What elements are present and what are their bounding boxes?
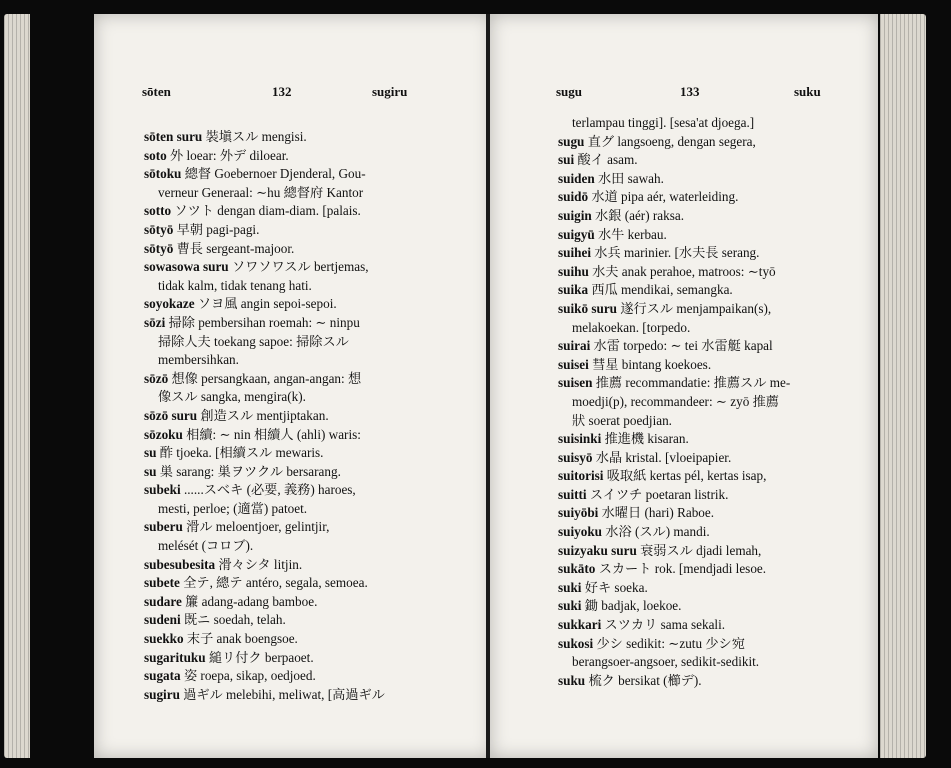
dictionary-entry-line [144,463,478,482]
dictionary-entry-line [144,351,478,370]
dictionary-entry-line [558,560,864,579]
entry-headword: suihu [558,263,589,279]
entry-definition: 掃除 pembersihan roemah: ∼ ninpu [165,314,360,330]
entry-headword: sudeni [144,612,181,628]
entry-definition: 全テ, 總テ antéro, segala, semoea. [179,575,368,591]
entry-definition: 西瓜 mendikai, semangka. [588,282,733,298]
dictionary-entry-line [558,300,864,319]
entry-definition: membersihkan. [158,352,239,368]
entry-headword: sōtyō [144,221,174,237]
dictionary-entry-line [144,500,478,519]
dictionary-entry-line [144,314,478,333]
entry-headword: su [144,445,157,461]
entry-definition: 滑々シタ litjin. [215,556,303,572]
dictionary-entry-line [558,412,864,431]
dictionary-entry-line [558,170,864,189]
entry-headword: suberu [144,519,183,535]
entry-headword: suikō suru [558,300,618,316]
entry-headword: sukosi [558,635,594,651]
dictionary-entry-line [558,486,864,505]
dictionary-entry-line [558,207,864,226]
entry-definition: 吸取紙 kertas pél, kertas isap, [603,468,767,484]
right-header-guide-word: sugu [556,84,583,99]
dictionary-entry-line [558,504,864,523]
entry-definition: 簾 adang-adang bamboe. [181,593,318,609]
entry-definition: 過ギル melebihi, meliwat, [高過ギル [179,686,385,702]
entry-definition: スツカリ sama sekali. [601,617,726,633]
entry-headword: sukāto [558,561,596,577]
entry-headword: suki [558,579,582,595]
entry-headword: suirai [558,338,591,354]
entry-headword: suidō [558,189,589,205]
entry-headword: suihei [558,245,591,261]
entry-definition: 水夫 anak perahoe, matroos: ∼tyō [588,263,776,279]
entry-headword: sugarituku [144,649,206,665]
entry-headword: suekko [144,631,184,647]
dictionary-entry-line [558,597,864,616]
dictionary-entry-line [144,574,478,593]
entry-definition: 像スル sangka, mengira(k). [158,389,306,405]
dictionary-entry-line [144,277,478,296]
entry-definition: 少シ sedikit: ∼zutu 少シ宛 [593,635,745,651]
dictionary-entry-line [558,356,864,375]
dictionary-entry-line [144,611,478,630]
dictionary-entry-line [558,542,864,561]
left-header-guide-word-end: sugiru [372,84,408,99]
right-page-number: 133 [680,84,700,99]
entry-headword: suisen [558,375,593,391]
entry-definition: 水晶 kristal. [vloeipapier. [592,449,732,465]
entry-headword: sugata [144,668,181,684]
entry-headword: sugu [558,133,585,149]
entry-headword: suisinki [558,431,602,447]
left-page-header [94,84,492,106]
entry-headword: suizyaku suru [558,542,637,558]
entry-definition: 水兵 marinier. [水夫長 serang. [590,245,760,261]
entry-definition: 梳ク bersikat (櫛デ). [585,672,702,688]
entry-headword: suitorisi [558,468,604,484]
dictionary-entry-line [144,518,478,537]
left-page-number: 132 [272,84,292,99]
entry-headword: suigyū [558,226,595,242]
left-header-guide-word: sōten [142,84,171,99]
entry-definition: 推薦 recommandatie: 推薦スル me- [592,375,791,391]
entry-definition: 衰弱スル djadi lemah, [636,542,762,558]
dictionary-entry-line [144,184,478,203]
entry-definition: 早朝 pagi-pagi. [173,221,260,237]
entry-definition: 遂行スル menjampaikan(s), [617,300,772,316]
entry-headword: suiyōbi [558,505,599,521]
dictionary-entry-line [144,128,478,147]
dictionary-entry-line [558,393,864,412]
entry-definition: 巣 sarang: 巣ヲツクル bersarang. [156,463,341,479]
right-entries [558,114,864,690]
entry-definition: 酢 tjoeka. [相續スル mewaris. [156,445,324,461]
entry-headword: sotto [144,203,172,219]
dictionary-entry-line [558,188,864,207]
book-edge-right [880,14,926,758]
dictionary-entry-line [144,202,478,221]
dictionary-entry-line [558,523,864,542]
dictionary-entry-line [558,616,864,635]
dictionary-entry-line [558,635,864,654]
entry-headword: sōten suru [144,129,203,144]
dictionary-entry-line [144,407,478,426]
entry-definition: 姿 roepa, sikap, oedjoed. [180,668,316,684]
entry-headword: suiden [558,170,595,186]
entry-definition: 水道 pipa aér, waterleiding. [588,189,739,205]
entry-definition: moedji(p), recommandeer: ∼ zyō 推薦 [572,393,779,409]
entry-definition: 外 loear: 外デ diloear. [166,147,289,163]
entry-definition: 縋リ付ク berpaoet. [205,649,314,665]
entry-definition: 裝塡スル mengisi. [202,129,307,144]
entry-definition: ソツト dengan diam-diam. [palais. [171,203,361,219]
entry-definition: mesti, perloe; (適當) patoet. [158,500,308,516]
entry-headword: sōtoku [144,166,182,182]
entry-headword: suisyō [558,449,593,465]
dictionary-entry-line [558,114,864,133]
dictionary-entry-line [558,337,864,356]
entry-headword: sōtyō [144,240,174,256]
dictionary-entry-line [144,444,478,463]
entry-definition: berangsoer-angsoer, sedikit-sedikit. [572,654,760,670]
dictionary-entry-line [144,686,478,705]
dictionary-entry-line [558,579,864,598]
dictionary-entry-line [144,388,478,407]
dictionary-entry-line [144,426,478,445]
dictionary-entry-line [144,649,478,668]
entry-definition: 既ニ soedah, telah. [180,612,286,628]
entry-headword: suiyoku [558,524,602,540]
dictionary-entry-line [144,630,478,649]
entry-definition: スカート rok. [mendjadi lesoe. [595,561,767,577]
dictionary-entry-line [144,481,478,500]
entry-definition: 酸イ asam. [574,152,638,168]
entry-definition: 末子 anak boengsoe. [183,631,298,647]
entry-definition: melését (コロブ). [158,538,254,554]
entry-definition: 曹長 sergeant-majoor. [173,240,295,256]
entry-definition: 相續: ∼ nin 相續人 (ahli) waris: [182,426,361,442]
entry-headword: subesubesita [144,556,216,572]
dictionary-entry-line [144,240,478,259]
entry-headword: suku [558,672,586,688]
dictionary-entry-line [558,281,864,300]
entry-definition: 水浴 (スル) mandi. [602,524,710,540]
entry-definition: terlampau tinggi]. [sesa'at djoega.] [572,115,755,130]
dictionary-entry-line [558,151,864,170]
entry-headword: sudare [144,593,182,609]
entry-definition: 鋤 badjak, loekoe. [581,598,682,614]
entry-headword: sugiru [144,686,180,702]
dictionary-entry-line [144,593,478,612]
entry-definition: 水銀 (aér) raksa. [591,207,685,223]
entry-headword: soto [144,147,167,163]
entry-definition: 創造スル mentjiptakan. [197,407,329,423]
entry-definition: ソヨ風 angin sepoi-sepoi. [194,296,337,312]
entry-headword: suitti [558,486,587,502]
dictionary-entry-line [144,221,478,240]
dictionary-entry-line [558,449,864,468]
entry-headword: soyokaze [144,296,195,312]
entry-definition: 滑ル meloentjoer, gelintjir, [182,519,330,535]
entry-headword: subete [144,575,180,591]
entry-headword: su [144,463,157,479]
right-page-header [490,84,878,106]
entry-definition: 總督 Goebernoer Djenderal, Gou- [181,166,366,182]
entry-headword: sowasowa suru [144,259,229,275]
entry-headword: suisei [558,356,589,372]
dictionary-entry-line [558,467,864,486]
entry-headword: suika [558,282,589,298]
entry-headword: sōzoku [144,426,183,442]
entry-definition: 彗星 bintang koekoes. [588,356,712,372]
book-edge-left [4,14,30,758]
right-page [490,14,878,758]
entry-definition: melakoekan. [torpedo. [572,319,691,335]
entry-headword: sōzō suru [144,407,198,423]
entry-headword: sukkari [558,617,602,633]
entry-definition: 掃除人夫 toekang sapoe: 掃除スル [158,333,349,349]
entry-definition: ......スベキ (必要, 義務) haroes, [180,482,356,498]
entry-definition: 狀 soerat poedjian. [572,412,672,428]
entry-definition: 推進機 kisaran. [601,431,689,447]
dictionary-entry-line [558,263,864,282]
entry-headword: sui [558,152,575,168]
dictionary-entry-line [144,537,478,556]
entry-definition: ソワソワスル bertjemas, [228,259,369,275]
entry-definition: スイツチ poetaran listrik. [586,486,729,502]
dictionary-entry-line [144,556,478,575]
dictionary-entry-line [144,147,478,166]
entry-headword: suki [558,598,582,614]
right-header-guide-word-end: suku [794,84,821,99]
dictionary-entry-line [144,258,478,277]
entry-definition: 水雷 torpedo: ∼ tei 水雷艇 kapal [590,338,773,354]
entry-headword: suigin [558,207,592,223]
dictionary-entry-line [558,374,864,393]
entry-headword: sōzi [144,314,166,330]
dictionary-entry-line [558,430,864,449]
entry-headword: sōzō [144,370,169,386]
dictionary-entry-line [558,226,864,245]
entry-definition: 直グ langsoeng, dengan segera, [584,133,756,149]
entry-definition: 好キ soeka. [581,579,648,595]
entry-definition: tidak kalm, tidak tenang hati. [158,277,312,293]
dictionary-entry-line [144,667,478,686]
entry-definition: 水牛 kerbau. [594,226,667,242]
dictionary-entry-line [558,133,864,152]
dictionary-entry-line [558,653,864,672]
dictionary-entry-line [558,244,864,263]
dictionary-entry-line [144,370,478,389]
dictionary-entry-line [558,319,864,338]
left-page [94,14,492,758]
entry-definition: verneur Generaal: ∼hu 總督府 Kantor [158,184,364,200]
dictionary-entry-line [144,165,478,184]
entry-definition: 水田 sawah. [594,170,664,186]
entry-headword: subeki [144,482,181,498]
dictionary-entry-line [144,333,478,352]
entry-definition: 想像 persangkaan, angan-angan: 想 [168,370,362,386]
entry-definition: 水曜日 (hari) Raboe. [598,505,715,521]
dictionary-entry-line [558,672,864,691]
left-entries [144,128,478,704]
dictionary-entry-line [144,295,478,314]
